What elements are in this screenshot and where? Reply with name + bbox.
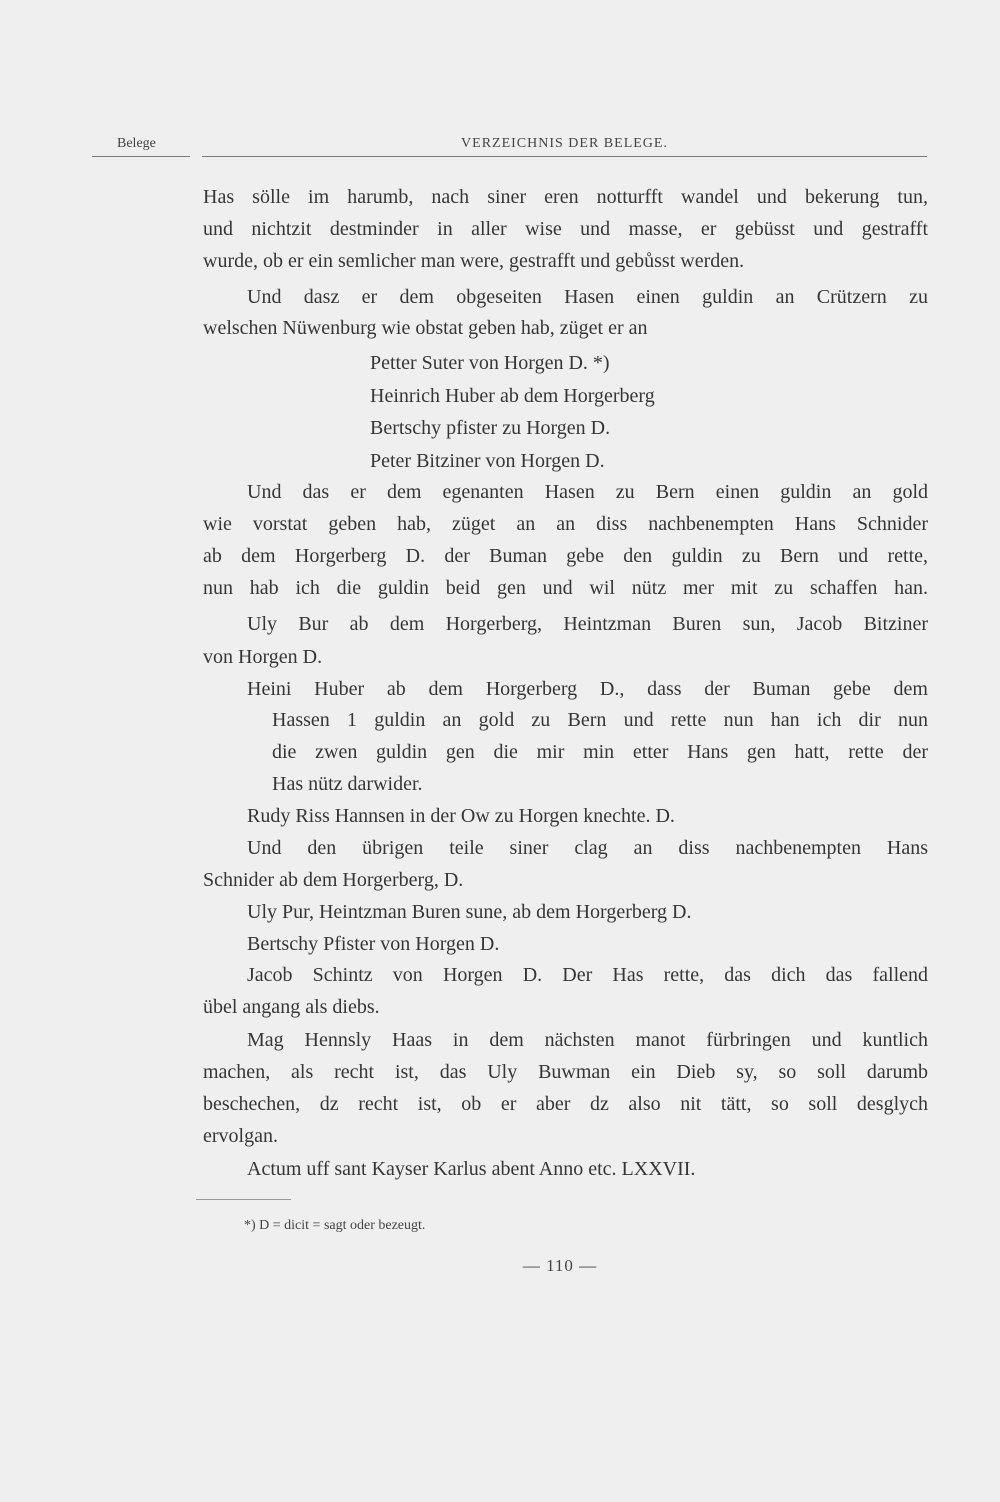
- text-line: die zwen guldin gen die mir min etter Hans gen hatt, rette der: [272, 741, 928, 763]
- text-line: Rudy Riss Hannsen in der Ow zu Horgen knechte. D.: [247, 805, 675, 827]
- text-line: Has nütz darwider.: [272, 773, 423, 795]
- text-line: machen, als recht ist, das Uly Buwman ein Dieb sy, so soll darumb: [203, 1061, 928, 1083]
- text-line: Schnider ab dem Horgerberg, D.: [203, 869, 464, 891]
- witness-line: Heinrich Huber ab dem Horgerberg: [370, 385, 655, 407]
- text-line: wie vorstat geben hab, züget an an diss nachbenempten Hans Schnider: [203, 513, 928, 535]
- witness-line: Petter Suter von Horgen D. *): [370, 352, 610, 374]
- header-rule: [202, 156, 927, 157]
- text-line: wurde, ob er ein semlicher man were, gestrafft und gebůsst werden.: [203, 250, 745, 272]
- text-line: Mag Hennsly Haas in dem nächsten manot fürbringen und kuntlich: [247, 1029, 928, 1051]
- text-line: Bertschy Pfister von Horgen D.: [247, 933, 500, 955]
- text-line: Jacob Schintz von Horgen D. Der Has rette, das dich das fallend: [247, 964, 928, 986]
- text-line: Uly Bur ab dem Horgerberg, Heintzman Buren sun, Jacob Bitziner: [247, 613, 928, 635]
- text-line: Heini Huber ab dem Horgerberg D., dass der Buman gebe dem: [247, 678, 928, 700]
- text-line: Uly Pur, Heintzman Buren sune, ab dem Horgerberg D.: [247, 901, 692, 923]
- text-line: und nichtzit destminder in aller wise und masse, er gebüsst und gestrafft: [203, 218, 928, 240]
- text-line: ab dem Horgerberg D. der Buman gebe den guldin zu Bern und rette,: [203, 545, 928, 567]
- margin-title: Belege: [117, 136, 156, 151]
- text-line: beschechen, dz recht ist, ob er aber dz also nit tätt, so soll desglych: [203, 1093, 928, 1115]
- text-line: nun hab ich die guldin beid gen und wil nütz mer mit zu schaffen han.: [203, 577, 928, 599]
- witness-line: Bertschy pfister zu Horgen D.: [370, 417, 611, 439]
- page-number: — 110 —: [522, 1256, 598, 1275]
- text-line: von Horgen D.: [203, 646, 323, 668]
- text-line: übel angang als diebs.: [203, 996, 380, 1018]
- text-line: Has sölle im harumb, nach siner eren notturfft wandel und bekerung tun,: [203, 186, 928, 208]
- text-line: Und das er dem egenanten Hasen zu Bern einen guldin an gold: [247, 481, 928, 503]
- running-title: VERZEICHNIS DER BELEGE.: [461, 136, 668, 151]
- text-line: Hassen 1 guldin an gold zu Bern und rette nun han ich dir nun: [272, 709, 928, 731]
- text-line: Und den übrigen teile siner clag an diss nachbenempten Hans: [247, 837, 928, 859]
- footnote: *) D = dicit = sagt oder bezeugt.: [244, 1218, 426, 1233]
- text-line: Actum uff sant Kayser Karlus abent Anno etc. LXXVII.: [247, 1158, 696, 1180]
- footnote-rule: [196, 1199, 291, 1200]
- text-line: ervolgan.: [203, 1125, 278, 1147]
- margin-rule: [92, 156, 190, 157]
- witness-line: Peter Bitziner von Horgen D.: [370, 450, 605, 472]
- text-line: Und dasz er dem obgeseiten Hasen einen guldin an Crützern zu: [247, 286, 928, 308]
- text-line: welschen Nüwenburg wie obstat geben hab, züget er an: [203, 317, 648, 339]
